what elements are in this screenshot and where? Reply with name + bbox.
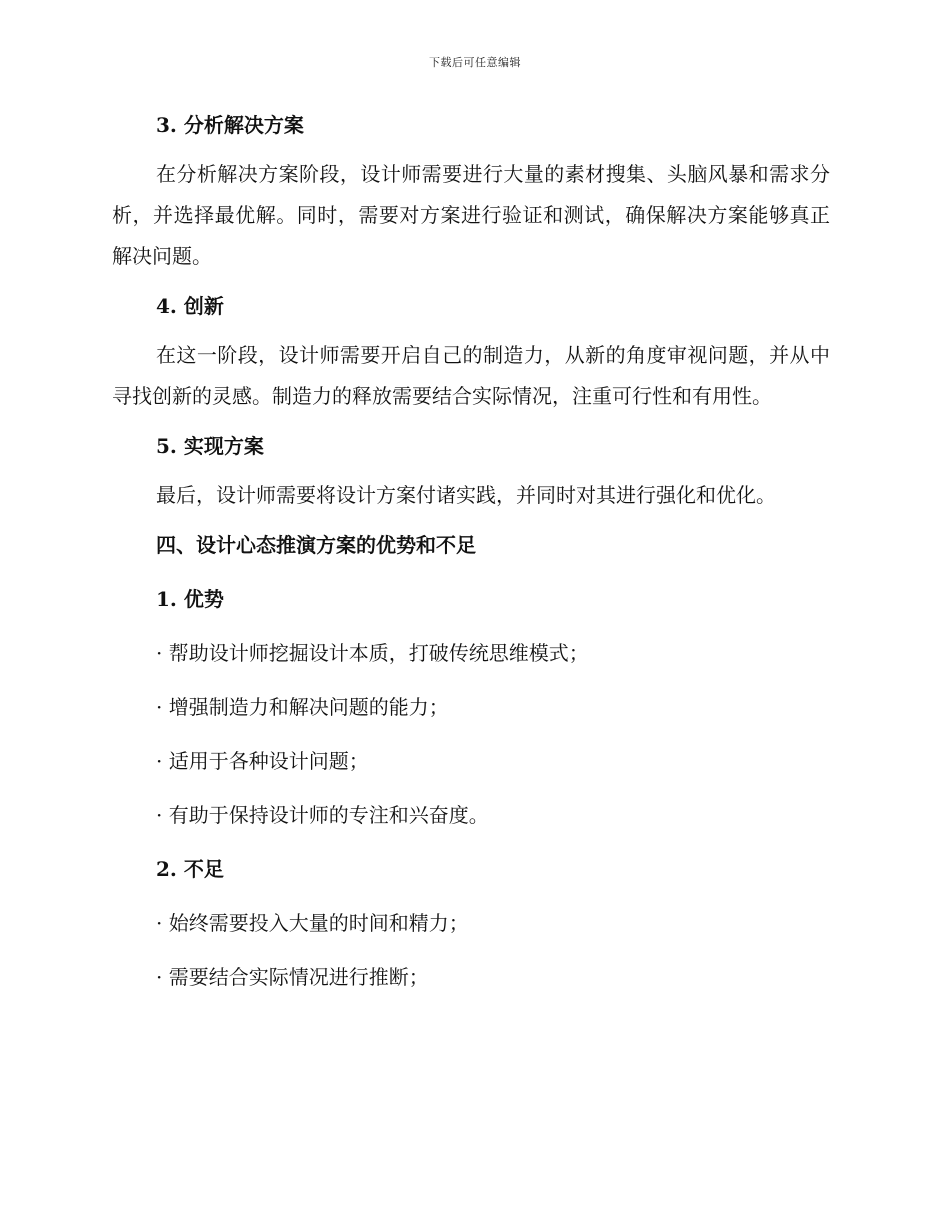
advantage-item: · 适用于各种设计问题； bbox=[156, 749, 369, 773]
section-4-paragraph: 在这一阶段，设计师需要开启自己的制造力，从新的角度审视问题，并从中寻找创新的灵感。制造力的释放需要结合实际情况，注重可行性和有用性。 bbox=[112, 343, 830, 408]
section-5-paragraph: 最后，设计师需要将设计方案付诸实践，并同时对其进行强化和优化。 bbox=[156, 483, 776, 507]
page-header: 下载后可任意编辑 bbox=[429, 56, 521, 69]
section-3-paragraph: 在分析解决方案阶段，设计师需要进行大量的素材搜集、头脑风暴和需求分析，并选择最优解。同时，需要对方案进行验证和测试，确保解决方案能够真正解决问题。 bbox=[112, 162, 830, 268]
section-4-title: 4. 创新 bbox=[156, 294, 224, 318]
advantage-item: · 增强制造力和解决问题的能力； bbox=[156, 695, 449, 719]
disadvantage-item: · 需要结合实际情况进行推断； bbox=[156, 965, 429, 989]
disadvantage-item: · 始终需要投入大量的时间和精力； bbox=[156, 911, 469, 935]
part-4-title: 四、设计心态推演方案的优势和不足 bbox=[156, 533, 476, 557]
advantage-item: · 帮助设计师挖掘设计本质，打破传统思维模式； bbox=[156, 641, 589, 665]
advantages-title: 1. 优势 bbox=[156, 587, 224, 611]
advantage-item: · 有助于保持设计师的专注和兴奋度。 bbox=[156, 803, 489, 827]
section-3-title: 3. 分析解决方案 bbox=[156, 113, 304, 137]
document-body bbox=[112, 108, 830, 994]
disadvantages-title: 2. 不足 bbox=[156, 857, 224, 881]
section-5-title: 5. 实现方案 bbox=[156, 434, 264, 458]
